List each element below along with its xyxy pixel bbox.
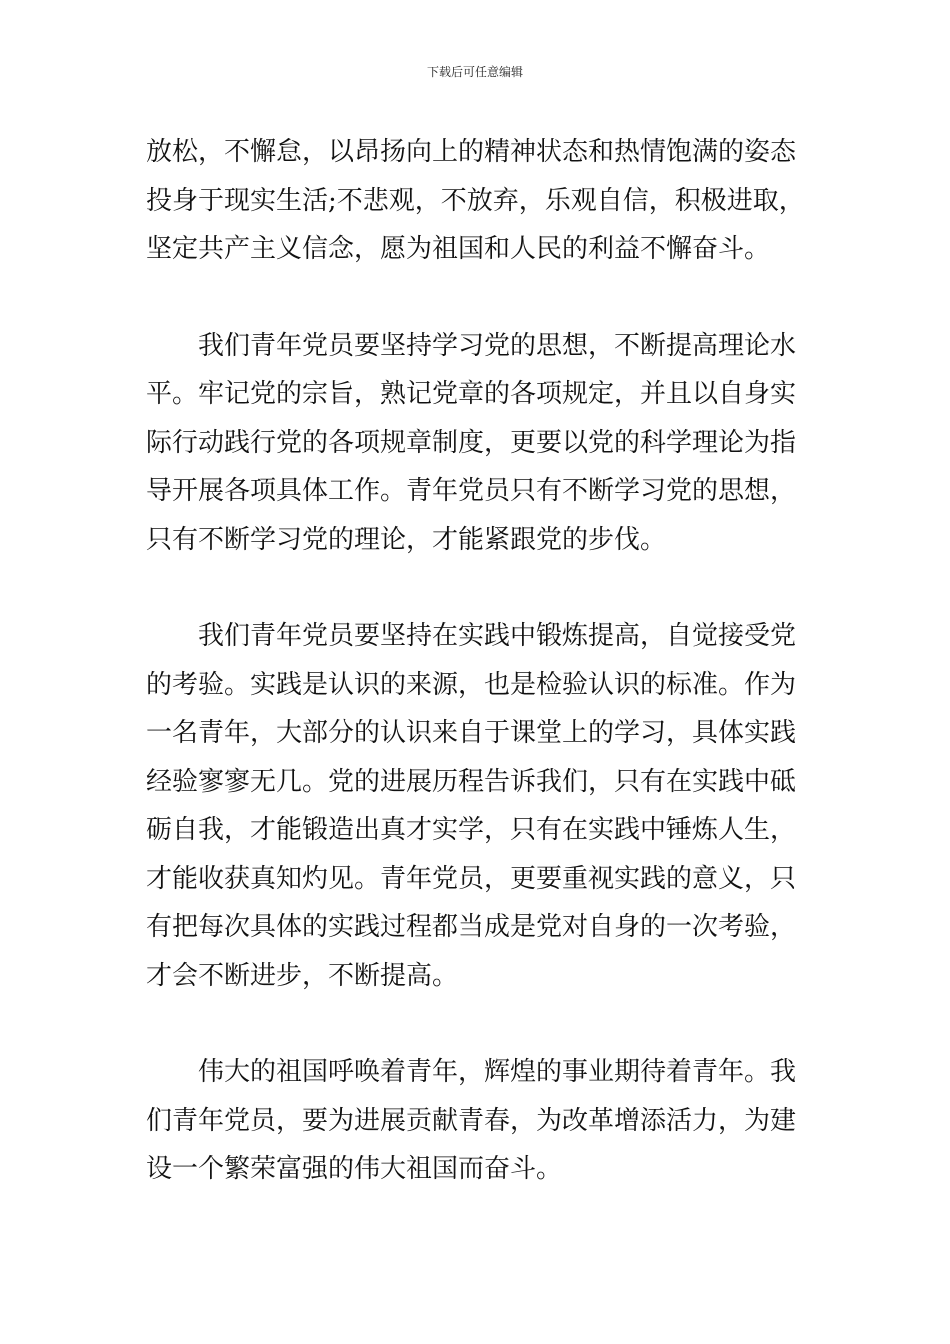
paragraph-3: [146, 612, 810, 1000]
paragraph-3-line-1: 我们青年党员要坚持在实践中锻炼提高，自觉接受党: [198, 621, 797, 651]
paragraph-4-line-1: 伟大的祖国呼唤着青年，辉煌的事业期待着青年。我: [198, 1057, 797, 1087]
paragraph-3-line-4: 经验寥寥无几。党的进展历程告诉我们，只有在实践中砥: [146, 766, 797, 797]
paragraph-1-line-1: 放松，不懈怠，以昂扬向上的精神状态和热情饱满的姿态: [146, 137, 797, 167]
document-body: [146, 128, 810, 1194]
paragraph-2-line-2: 平。牢记党的宗旨，熟记党章的各项规定，并且以自身实: [146, 379, 797, 409]
page-header: 下载后可任意编辑: [426, 65, 523, 79]
paragraph-3-line-3: 一名青年，大部分的认识来自于课堂上的学习，具体实践: [146, 718, 797, 748]
paragraph-2: [146, 322, 810, 565]
paragraph-1-line-2: 投身于现实生活;不悲观，不放弃，乐观自信，积极进取，: [146, 185, 805, 216]
paragraph-1: [146, 128, 810, 274]
paragraph-2-line-5: 只有不断学习党的理论，才能紧跟党的步伐。: [146, 524, 667, 555]
paragraph-4-line-3: 设一个繁荣富强的伟大祖国而奋斗。: [146, 1154, 563, 1184]
paragraph-2-line-3: 际行动践行党的各项规章制度，更要以党的科学理论为指: [146, 427, 797, 458]
paragraph-2-line-4: 导开展各项具体工作。青年党员只有不断学习党的思想，: [146, 476, 797, 506]
paragraph-2-line-1: 我们青年党员要坚持学习党的思想，不断提高理论水: [198, 330, 797, 361]
paragraph-3-line-7: 有把每次具体的实践过程都当成是党对自身的一次考验，: [146, 912, 797, 942]
paragraph-3-line-2: 的考验。实践是认识的来源，也是检验认识的标准。作为: [146, 669, 797, 700]
paragraph-4: [146, 1048, 810, 1194]
paragraph-1-line-3: 坚定共产主义信念，愿为祖国和人民的利益不懈奋斗。: [146, 234, 771, 264]
paragraph-3-line-5: 砺自我，才能锻造出真才实学，只有在实践中锤炼人生，: [146, 815, 797, 845]
paragraph-4-line-2: 们青年党员，要为进展贡献青春，为改革增添活力，为建: [146, 1105, 797, 1136]
paragraph-3-line-6: 才能收获真知灼见。青年党员，更要重视实践的意义，只: [146, 863, 797, 894]
paragraph-3-line-8: 才会不断进步，不断提高。: [146, 960, 459, 991]
